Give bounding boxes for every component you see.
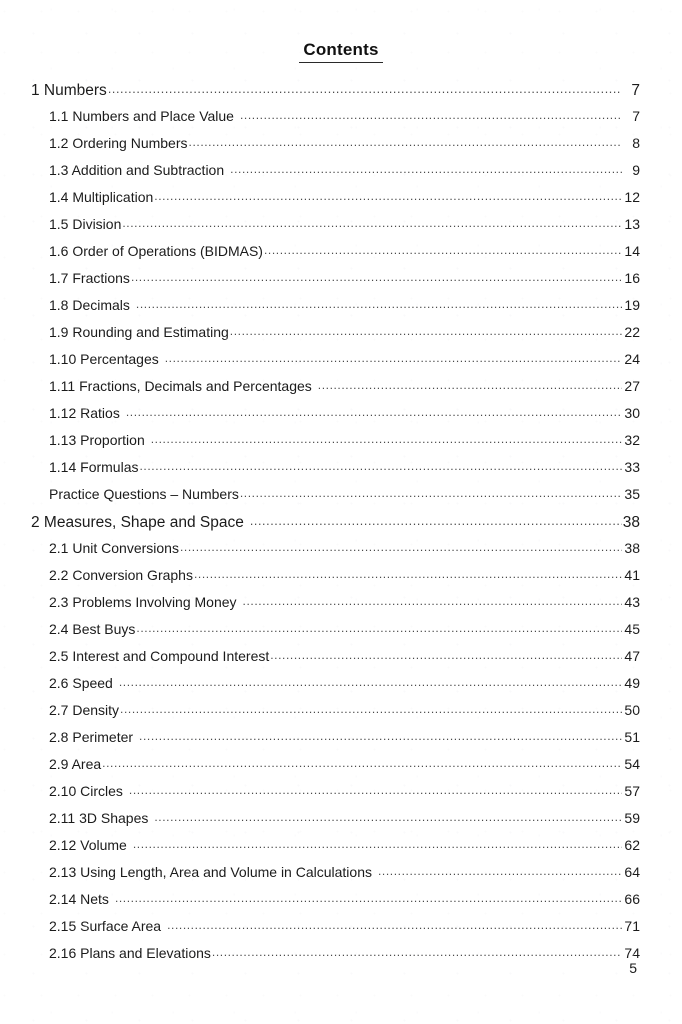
toc-entry-label: 1.12 Ratios: [49, 404, 120, 421]
toc-entry-label: 1.8 Decimals: [49, 296, 130, 313]
toc-leader-dots: [133, 836, 622, 850]
toc-entry[interactable]: [0, 809, 682, 836]
toc-entry-page-number: 49: [624, 674, 640, 691]
toc-leader-dots: [230, 161, 622, 175]
toc-leader-dots: [102, 755, 622, 769]
toc-entry-label: 1.1 Numbers and Place Value: [49, 107, 234, 124]
toc-entry-page-number: 47: [624, 647, 640, 664]
toc-entry[interactable]: [0, 917, 682, 944]
toc-entry-page-number: 35: [624, 485, 640, 502]
toc-entry-label: 2.3 Problems Involving Money: [49, 593, 237, 610]
toc-entry-label: 2.5 Interest and Compound Interest: [49, 647, 270, 664]
toc-entry-label: 1.9 Rounding and Estimating: [49, 323, 229, 340]
toc-entry-page-number: 59: [624, 809, 640, 826]
toc-entry[interactable]: [0, 485, 682, 512]
toc-entry[interactable]: [0, 296, 682, 323]
toc-entry-label: 1.13 Proportion: [49, 431, 145, 448]
toc-leader-dots: [165, 350, 622, 364]
toc-entry-page-number: 64: [624, 863, 640, 880]
toc-entry-page-number: 57: [624, 782, 640, 799]
toc-entry-page-number: 62: [624, 836, 640, 853]
footer-page-number: 5: [629, 960, 637, 976]
toc-entry-label: 2.9 Area: [49, 755, 102, 772]
toc-entry-page-number: 12: [624, 188, 640, 205]
toc-entry-page-number: 71: [624, 917, 640, 934]
toc-entry[interactable]: [0, 863, 682, 890]
toc-leader-dots: [318, 377, 622, 391]
toc-leader-dots: [136, 620, 622, 634]
toc-entry[interactable]: [0, 107, 682, 134]
toc-leader-dots: [119, 674, 622, 688]
toc-entry-label: 1.4 Multiplication: [49, 188, 154, 205]
toc-entry[interactable]: [0, 701, 682, 728]
toc-entry-page-number: 74: [624, 944, 640, 961]
toc-leader-dots: [180, 539, 622, 553]
toc-entry-page-number: 16: [624, 269, 640, 286]
toc-entry-label: 2.1 Unit Conversions: [49, 539, 179, 556]
toc-entry-label: 2.16 Plans and Elevations: [49, 944, 211, 961]
toc-entry[interactable]: [0, 512, 682, 539]
table-of-contents-list: [0, 80, 682, 971]
toc-leader-dots: [108, 80, 622, 96]
toc-entry-page-number: 38: [624, 539, 640, 556]
toc-entry-page-number: 30: [624, 404, 640, 421]
toc-entry[interactable]: [0, 215, 682, 242]
toc-entry-page-number: 54: [624, 755, 640, 772]
toc-entry-label: 2.6 Speed: [49, 674, 113, 691]
toc-entry-label: 2.10 Circles: [49, 782, 123, 799]
toc-entry[interactable]: [0, 647, 682, 674]
toc-leader-dots: [154, 188, 622, 202]
toc-entry-page-number: 33: [624, 458, 640, 475]
toc-entry-page-number: 7: [631, 82, 640, 100]
toc-entry-page-number: 66: [624, 890, 640, 907]
toc-leader-dots: [129, 782, 622, 796]
toc-entry[interactable]: [0, 242, 682, 269]
toc-entry-label: 1.2 Ordering Numbers: [49, 134, 188, 151]
toc-entry-label: 1.11 Fractions, Decimals and Percentages: [49, 377, 312, 394]
toc-leader-dots: [212, 944, 622, 958]
toc-entry-label: 1 Numbers: [31, 82, 107, 100]
page-title: Contents: [299, 41, 382, 63]
toc-entry[interactable]: [0, 458, 682, 485]
toc-entry-label: 2.7 Density: [49, 701, 120, 718]
toc-entry[interactable]: [0, 782, 682, 809]
toc-entry-page-number: 51: [624, 728, 640, 745]
toc-entry[interactable]: [0, 404, 682, 431]
toc-leader-dots: [115, 890, 622, 904]
toc-leader-dots: [154, 809, 622, 823]
toc-leader-dots: [151, 431, 622, 445]
toc-leader-dots: [120, 701, 622, 715]
toc-entry-page-number: 50: [624, 701, 640, 718]
toc-leader-dots: [136, 296, 622, 310]
toc-leader-dots: [378, 863, 622, 877]
toc-leader-dots: [194, 566, 622, 580]
toc-entry-page-number: 38: [622, 514, 640, 532]
toc-entry[interactable]: [0, 161, 682, 188]
toc-entry[interactable]: [0, 728, 682, 755]
toc-entry-label: 1.5 Division: [49, 215, 122, 232]
toc-leader-dots: [250, 512, 622, 528]
toc-entry-label: 2.12 Volume: [49, 836, 127, 853]
toc-entry-page-number: 7: [632, 107, 640, 124]
toc-leader-dots: [126, 404, 622, 418]
toc-entry-label: 2.15 Surface Area: [49, 917, 162, 934]
toc-entry[interactable]: [0, 890, 682, 917]
toc-entry[interactable]: [0, 134, 682, 161]
toc-entry-label: 2.13 Using Length, Area and Volume in Calculations: [49, 863, 372, 880]
toc-entry-label: 2.4 Best Buys: [49, 620, 136, 637]
toc-leader-dots: [139, 728, 622, 742]
toc-entry-label: 1.14 Formulas: [49, 458, 139, 475]
toc-entry-page-number: 22: [624, 323, 640, 340]
toc-entry-label: 1.10 Percentages: [49, 350, 159, 367]
toc-entry-label: 1.6 Order of Operations (BIDMAS): [49, 242, 263, 259]
toc-entry[interactable]: [0, 836, 682, 863]
toc-entry-page-number: 32: [624, 431, 640, 448]
toc-entry[interactable]: [0, 674, 682, 701]
toc-entry[interactable]: [0, 539, 682, 566]
toc-entry-page-number: 19: [624, 296, 640, 313]
toc-entry[interactable]: [0, 350, 682, 377]
toc-entry-label: 2.14 Nets: [49, 890, 109, 907]
toc-entry[interactable]: [0, 377, 682, 404]
toc-leader-dots: [131, 269, 622, 283]
toc-leader-dots: [264, 242, 622, 256]
toc-entry[interactable]: [0, 269, 682, 296]
toc-entry-page-number: 45: [624, 620, 640, 637]
toc-entry[interactable]: [0, 80, 682, 107]
toc-entry-label: 1.3 Addition and Subtraction: [49, 161, 225, 178]
toc-leader-dots: [139, 458, 622, 472]
toc-entry[interactable]: [0, 323, 682, 350]
toc-entry-label: 1.7 Fractions: [49, 269, 130, 286]
toc-leader-dots: [230, 323, 622, 337]
toc-entry-label: 2 Measures, Shape and Space: [31, 514, 244, 532]
toc-entry-label: 2.2 Conversion Graphs: [49, 566, 193, 583]
toc-entry-page-number: 24: [624, 350, 640, 367]
toc-entry[interactable]: [0, 593, 682, 620]
toc-entry-label: 2.11 3D Shapes: [49, 809, 149, 826]
toc-entry-label: Practice Questions – Numbers: [49, 485, 239, 502]
page-title-container: [0, 0, 682, 63]
toc-entry[interactable]: [0, 620, 682, 647]
toc-entry-page-number: 9: [632, 161, 640, 178]
toc-entry-page-number: 43: [624, 593, 640, 610]
toc-entry[interactable]: [0, 188, 682, 215]
toc-leader-dots: [189, 134, 622, 148]
toc-leader-dots: [270, 647, 622, 661]
toc-entry-page-number: 41: [624, 566, 640, 583]
toc-entry[interactable]: [0, 566, 682, 593]
toc-entry-page-number: 14: [624, 242, 640, 259]
toc-leader-dots: [240, 485, 622, 499]
toc-entry-page-number: 27: [624, 377, 640, 394]
toc-leader-dots: [167, 917, 622, 931]
toc-entry-page-number: 13: [624, 215, 640, 232]
toc-entry-page-number: 8: [632, 134, 640, 151]
toc-entry-label: 2.8 Perimeter: [49, 728, 134, 745]
toc-entry[interactable]: [0, 755, 682, 782]
toc-leader-dots: [122, 215, 622, 229]
toc-entry[interactable]: [0, 431, 682, 458]
toc-leader-dots: [243, 593, 622, 607]
toc-leader-dots: [240, 107, 622, 121]
